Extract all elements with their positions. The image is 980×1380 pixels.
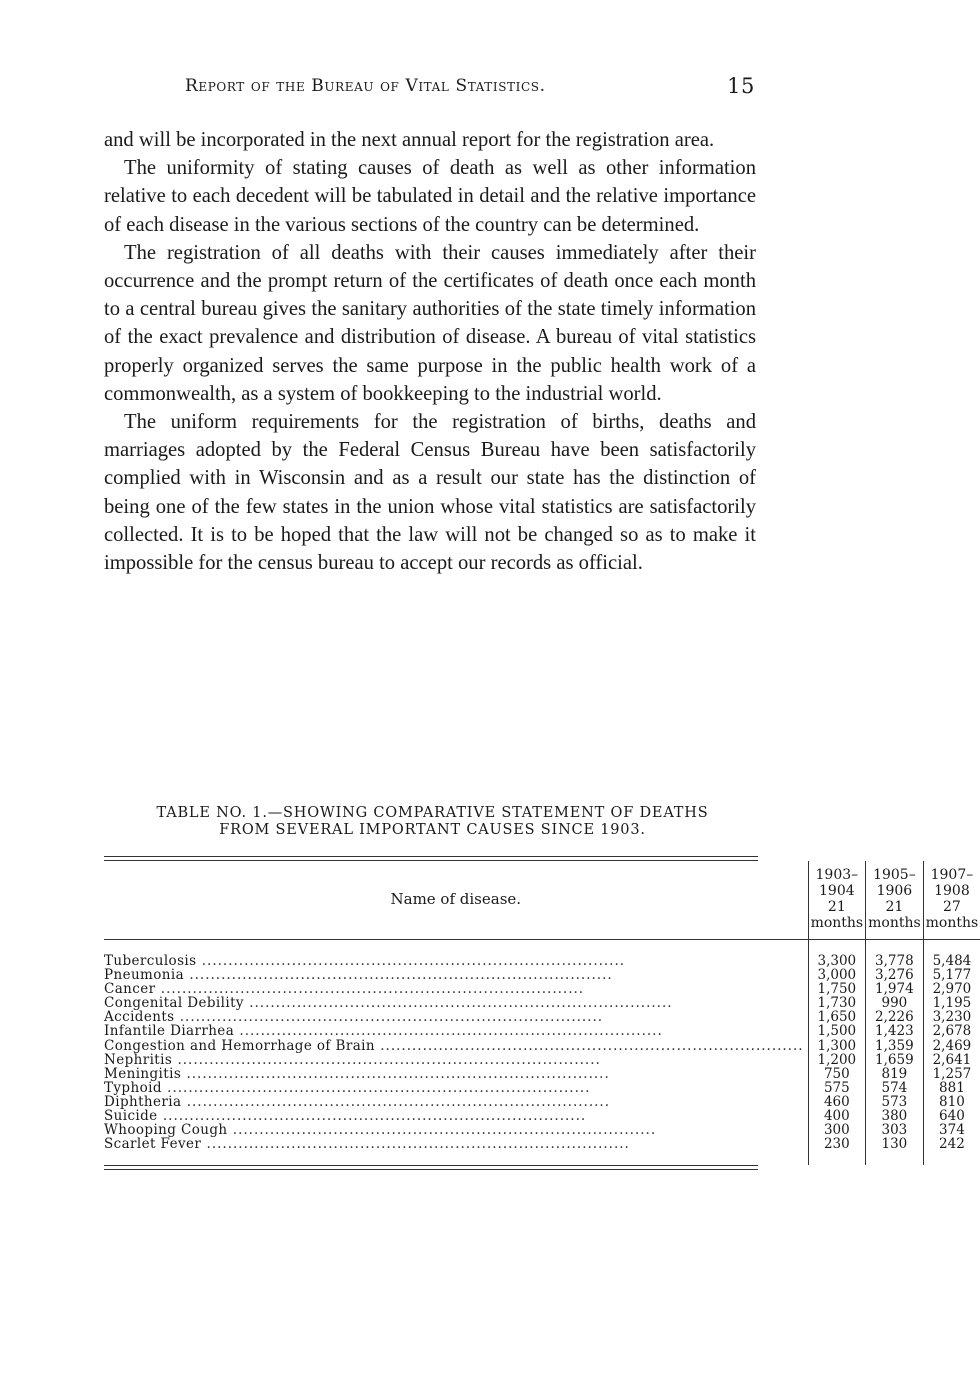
death-count: 300 bbox=[823, 1122, 850, 1139]
leader-dots: ................................................................................ bbox=[243, 995, 673, 1012]
disease-name: Diphtheria bbox=[104, 1093, 182, 1110]
disease-row-name bbox=[104, 968, 804, 982]
header-col-2 bbox=[866, 861, 924, 940]
death-count: 1,750 bbox=[817, 981, 857, 998]
disease-name: Infantile Diarrhea bbox=[104, 1023, 235, 1040]
disease-row-name bbox=[104, 1039, 804, 1053]
death-count: 1,200 bbox=[817, 1051, 857, 1068]
paragraph-1: and will be incorporated in the next annual report for the registration area. bbox=[104, 129, 715, 151]
death-count: 242 bbox=[939, 1136, 965, 1153]
leader-dots: ................................................................................ bbox=[234, 1023, 663, 1040]
body-text bbox=[104, 126, 756, 577]
header-col-1 bbox=[808, 861, 866, 940]
death-count: 380 bbox=[881, 1108, 908, 1125]
header-col-2-duration: 21 months bbox=[868, 899, 921, 931]
disease-name: Nephritis bbox=[104, 1051, 173, 1068]
death-count: 5,177 bbox=[932, 967, 972, 984]
deaths-table-grid bbox=[104, 861, 980, 1165]
table-bottom-rule bbox=[104, 1165, 758, 1170]
disease-row-name bbox=[104, 1123, 804, 1137]
running-title: Report of the Bureau of Vital Statistics. bbox=[185, 76, 546, 96]
death-count: 3,230 bbox=[932, 1009, 972, 1026]
death-count: 2,970 bbox=[932, 981, 972, 998]
header-col-1-duration: 21 months bbox=[810, 899, 864, 931]
death-count: 3,276 bbox=[875, 967, 914, 984]
death-count: 2,469 bbox=[932, 1037, 972, 1054]
disease-row-name bbox=[104, 1053, 804, 1067]
death-count: 130 bbox=[881, 1136, 908, 1153]
disease-row-name bbox=[104, 954, 804, 968]
table-caption bbox=[110, 805, 755, 838]
death-count: 3,000 bbox=[817, 967, 857, 984]
leader-dots: ................................................................................ bbox=[181, 1093, 610, 1110]
leader-dots: ................................................................................ bbox=[174, 1009, 604, 1026]
header-col-3-period: 1907–1908 bbox=[930, 867, 974, 899]
death-count: 230 bbox=[823, 1136, 850, 1153]
death-count: 574 bbox=[881, 1079, 908, 1096]
death-count: 1,195 bbox=[932, 995, 972, 1012]
values-column-1903-1904 bbox=[808, 940, 866, 1166]
disease-row-name bbox=[104, 1024, 804, 1038]
disease-name: Meningitis bbox=[104, 1065, 182, 1082]
death-count: 1,300 bbox=[817, 1037, 857, 1054]
death-count: 750 bbox=[823, 1065, 850, 1082]
header-col-1-period: 1903–1904 bbox=[815, 867, 859, 899]
death-count: 1,974 bbox=[875, 981, 914, 998]
leader-dots: ................................................................................ bbox=[157, 1108, 587, 1125]
death-count: 1,650 bbox=[817, 1009, 857, 1026]
disease-row-name bbox=[104, 1095, 804, 1109]
death-count: 1,659 bbox=[875, 1051, 914, 1068]
death-count: 303 bbox=[881, 1122, 908, 1139]
leader-dots: ................................................................................ bbox=[374, 1037, 804, 1054]
paragraph-2: The uniformity of stating causes of death as well as other information relative to each decedent will be tabulated in detail and the relative importance of each disease in the various sections of the country can be determined. bbox=[104, 157, 756, 236]
leader-dots: ................................................................................ bbox=[161, 1079, 591, 1096]
death-count: 374 bbox=[939, 1122, 965, 1139]
header-col-3-duration: 27 months bbox=[925, 899, 979, 931]
death-count: 2,226 bbox=[875, 1009, 914, 1026]
paragraph-3: The registration of all deaths with their causes immediately after their occurrence and the prompt return of the certificates of death once each month to a central bureau gives the sanitary authorities of the state timely information of the exact prevalence and distribution of disease. A bureau of vital statistics properly organized serves the same purpose in the public health work of a commonwealth, as a system of bookkeeping to the industrial world. bbox=[104, 241, 756, 405]
disease-row-name bbox=[104, 996, 804, 1010]
death-count: 1,359 bbox=[875, 1037, 914, 1054]
death-count: 1,423 bbox=[875, 1023, 914, 1040]
death-count: 1,730 bbox=[817, 995, 857, 1012]
disease-name: Whooping Cough bbox=[104, 1122, 228, 1139]
death-count: 2,641 bbox=[932, 1051, 972, 1068]
disease-name: Accidents bbox=[104, 1009, 175, 1026]
page-number: 15 bbox=[727, 74, 755, 98]
disease-names-column bbox=[104, 940, 808, 1166]
death-count: 810 bbox=[939, 1093, 965, 1110]
disease-row-name bbox=[104, 1137, 804, 1151]
death-count: 2,678 bbox=[932, 1023, 972, 1040]
leader-dots: ................................................................................ bbox=[201, 1136, 630, 1153]
table-header-row bbox=[104, 861, 980, 940]
leader-dots: ................................................................................ bbox=[196, 953, 626, 969]
death-count: 1,500 bbox=[817, 1023, 857, 1040]
leader-dots: ................................................................................ bbox=[155, 981, 585, 998]
values-column-1907-1908 bbox=[923, 940, 980, 1166]
paragraph-4: The uniform requirements for the registration of births, deaths and marriages adopted by the Federal Census Bureau have been satisfactorily complied with in Wisconsin and as a result our state has the distinction of being one of the few states in the union whose vital statistics are satisfactorily collected. It is to be hoped that the law will not be changed so as to make it impossible for the census bureau to accept our records as official. bbox=[104, 411, 756, 575]
death-count: 881 bbox=[939, 1079, 965, 1096]
table-body-row bbox=[104, 940, 980, 1166]
disease-name: Tuberculosis bbox=[104, 953, 197, 969]
disease-name: Congestion and Hemorrhage of Brain bbox=[104, 1037, 375, 1054]
disease-row-name bbox=[104, 1067, 804, 1081]
leader-dots: ................................................................................ bbox=[181, 1065, 610, 1082]
table-caption-line-1: TABLE NO. 1.—SHOWING COMPARATIVE STATEMENT OF DEATHS bbox=[156, 805, 709, 821]
disease-name: Cancer bbox=[104, 981, 156, 998]
disease-name: Suicide bbox=[104, 1108, 158, 1125]
disease-name: Scarlet Fever bbox=[104, 1136, 202, 1153]
death-count: 1,257 bbox=[932, 1065, 972, 1082]
death-count: 990 bbox=[881, 995, 908, 1012]
leader-dots: ................................................................................ bbox=[184, 967, 613, 984]
death-count: 3,300 bbox=[817, 953, 857, 969]
header-name-of-disease: Name of disease. bbox=[104, 861, 808, 940]
disease-name: Typhoid bbox=[104, 1079, 162, 1096]
death-count: 575 bbox=[823, 1079, 850, 1096]
header-col-3 bbox=[923, 861, 980, 940]
death-count: 400 bbox=[823, 1108, 850, 1125]
deaths-table bbox=[104, 856, 979, 1170]
death-count: 3,778 bbox=[875, 953, 914, 969]
leader-dots: ................................................................................ bbox=[227, 1122, 657, 1139]
header-col-2-period: 1905–1906 bbox=[873, 867, 916, 899]
death-count: 460 bbox=[823, 1093, 850, 1110]
death-count: 819 bbox=[881, 1065, 908, 1082]
table-caption-line-2: FROM SEVERAL IMPORTANT CAUSES SINCE 1903. bbox=[219, 821, 646, 838]
disease-name: Congenital Debility bbox=[104, 995, 244, 1012]
death-count: 640 bbox=[939, 1108, 965, 1125]
disease-row-name bbox=[104, 1081, 804, 1095]
disease-row-name bbox=[104, 982, 804, 996]
disease-row-name bbox=[104, 1109, 804, 1123]
values-column-1905-1906 bbox=[866, 940, 924, 1166]
death-count: 573 bbox=[881, 1093, 908, 1110]
disease-row-name bbox=[104, 1010, 804, 1024]
death-count: 5,484 bbox=[932, 953, 972, 969]
leader-dots: ................................................................................ bbox=[172, 1051, 601, 1068]
disease-name: Pneumonia bbox=[104, 967, 185, 984]
